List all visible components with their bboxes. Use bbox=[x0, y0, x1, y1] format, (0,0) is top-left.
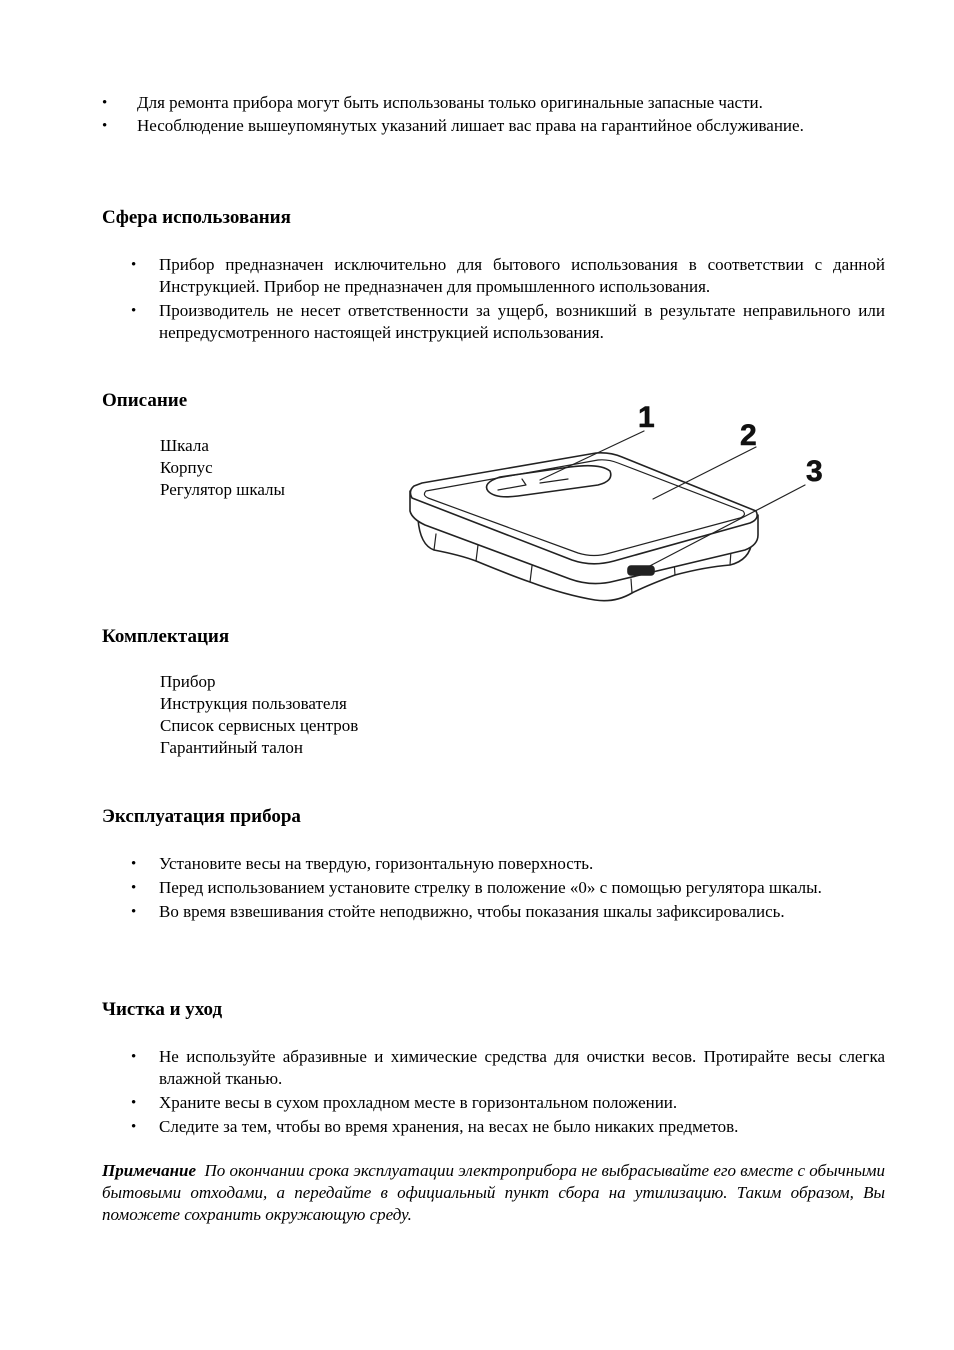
list-item: • Перед использованием установите стрелку в положение «0» с помощью регулятора шкалы. bbox=[102, 877, 885, 899]
list-item: • Следите за тем, чтобы во время хранения, на весах не было никаких предметов. bbox=[102, 1116, 885, 1138]
section-title-package: Комплектация bbox=[102, 626, 230, 647]
list-item: Гарантийный талон bbox=[160, 738, 303, 757]
list-item: • Не используйте абразивные и химические средства для очистки весов. Протирайте весы слегка влажной тканью. bbox=[102, 1046, 885, 1090]
list-item: • Для ремонта прибора могут быть использованы только оригинальные запасные части. bbox=[102, 92, 885, 114]
note-text: По окончании срока эксплуатации электроприбора не выбрасывайте его вместе с обычными бытовыми отходами, а передайте в официальный пункт сбора на утилизацию. Таким образом, Вы поможете сохранить окружающую среду. bbox=[102, 1161, 886, 1224]
callout-3: 3 bbox=[806, 455, 823, 488]
package-list bbox=[160, 671, 358, 759]
list-item: • Несоблюдение вышеупомянутых указаний лишает вас права на гарантийное обслуживание. bbox=[102, 115, 885, 137]
list-item: • Производитель не несет ответственности за ущерб, возникший в результате неправильного или непредусмотренного настоящей инструкцией использования. bbox=[102, 300, 885, 344]
section-title-operation: Эксплуатация прибора bbox=[102, 806, 301, 827]
section-title-care: Чистка и уход bbox=[102, 999, 223, 1020]
list-item: • Прибор предназначен исключительно для бытового использования в соответствии с данной Инструкцией. Прибор не предназначен для промышленного использования. bbox=[102, 254, 885, 298]
list-item: Шкала bbox=[160, 436, 209, 455]
note-label: Примечание bbox=[102, 1161, 197, 1180]
section-title-description: Описание bbox=[102, 390, 188, 411]
adjuster-knob bbox=[628, 566, 654, 575]
list-item: Корпус bbox=[160, 458, 213, 477]
scale-illustration bbox=[400, 395, 840, 610]
list-item: Инструкция пользователя bbox=[160, 694, 347, 713]
callout-2: 2 bbox=[740, 419, 757, 452]
list-item: • Установите весы на твердую, горизонтальную поверхность. bbox=[102, 853, 885, 875]
scope-list bbox=[102, 254, 885, 344]
list-item: Список сервисных центров bbox=[160, 716, 359, 735]
list-item: Прибор bbox=[160, 672, 216, 691]
list-item: Регулятор шкалы bbox=[160, 480, 285, 499]
list-item: • Во время взвешивания стойте неподвижно, чтобы показания шкалы зафиксировались. bbox=[102, 901, 885, 923]
section-title-scope: Сфера использования bbox=[102, 207, 291, 228]
list-item: • Храните весы в сухом прохладном месте в горизонтальном положении. bbox=[102, 1092, 885, 1114]
disposal-note bbox=[102, 1160, 885, 1226]
callout-1: 1 bbox=[638, 401, 655, 434]
description-list bbox=[160, 435, 285, 501]
care-list bbox=[102, 1046, 885, 1138]
intro-list bbox=[102, 92, 885, 137]
operation-list bbox=[102, 853, 885, 923]
